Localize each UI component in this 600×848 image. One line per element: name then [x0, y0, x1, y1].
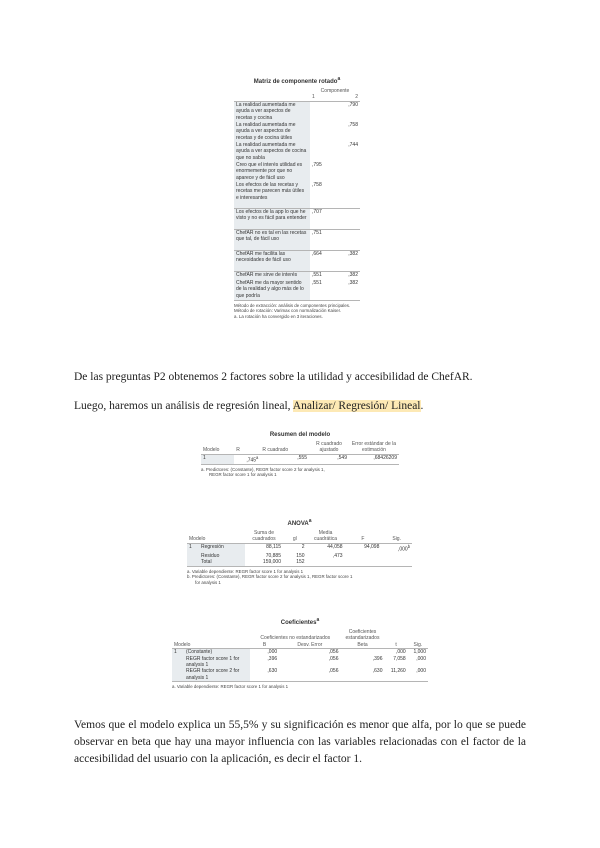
- coefficients-block: [172, 617, 428, 690]
- table-row: ChefAR me da mayor sentido de la realidad y algo más de lo que podría ,551 ,382: [236, 279, 358, 299]
- summary-notes: a. Predictores: (Constante), REGR factor score 2 for analysis 1, REGR factor score 1 for analysis 1: [201, 466, 325, 478]
- anova-table: Modelo Suma de cuadrados gl Media cuadrática F Sig. 1 Regresión 88,115 2 44,058 94,098 ,000$^b$ Residuo 70,885 150 ,473 Total 159,000 152: [189, 530, 410, 566]
- table-row: 1 Regresión 88,115 2 44,058 94,098 ,000$^b$: [189, 543, 410, 553]
- anova-title-sup: a: [308, 518, 312, 524]
- table-row: ChefAR me facilita las necesidades de fácil uso ,664 ,382: [234, 250, 360, 271]
- table-row: Residuo 70,885 150 ,473: [187, 553, 412, 559]
- table-row: La realidad aumentada me ayuda a ver aspectos de recetas y cocina ,790: [236, 101, 358, 121]
- paragraph-2-end: .: [420, 400, 424, 412]
- coef-notes: a. Variable dependiente: REGR factor score 1 for analysis 1: [172, 684, 289, 690]
- coef-title-sup: a: [316, 617, 320, 623]
- matrix-title-sup: a: [337, 76, 341, 82]
- paragraph-3: Vemos que el modelo explica un 55,5% y su significación es menor que alfa, por lo que se puede observar en beta que hay una mayor influencia con las variables relacionadas con el factor de la accesibilidad del usuario con la aplicación, es decir el factor 1.: [74, 719, 526, 765]
- anova-table-block: [187, 518, 412, 585]
- table-row: ChefAR no es tal en las recetas que tal, de fácil uso ,751: [234, 229, 360, 250]
- paragraph-1: De las preguntas P2 obtenemos 2 factores sobre la utilidad y accesibilidad de ChefAR.: [74, 371, 473, 383]
- matrix-table: [234, 88, 360, 301]
- matrix-title: [234, 76, 360, 85]
- coef-title-text: Coeficientes: [280, 620, 317, 626]
- table-row: REGR factor score 2 for analysis 1 ,630 ,056 ,630 11,260 ,000: [172, 668, 428, 681]
- anova-notes: a. Variable dependiente: REGR factor score 1 for analysis 1 b. Predictores: (Constante), REGR factor score 2 for analysis 1, REGR factor score 1 for analysis 1: [187, 568, 353, 585]
- col-header-2: 2: [355, 94, 358, 101]
- coef-title: [172, 617, 428, 626]
- col-header-1: 1: [312, 94, 315, 101]
- anova-title-text: ANOVA: [287, 521, 309, 527]
- coef-table: Coeficientes no estandarizados Coeficientes estandarizados Modelo B Desv. Error Beta t Sig. 1 (Constante) ,000 ,056 ,000 1,000 REGR factor score 1 for analysis 1 ,396 ,056 ,396 7,058 ,000 REGR factor score 2 for analysis 1 ,630 ,056 ,630 11,260 ,000: [174, 629, 426, 681]
- table-row: Los efectos de la app lo que he visto y no es fácil para entender ,707: [234, 208, 360, 229]
- table-row: Total 159,000 152: [187, 559, 412, 566]
- paragraph-2-text: Luego, haremos un análisis de regresión lineal,: [74, 400, 293, 412]
- paragraph-2: [74, 398, 534, 415]
- table-row: 1 ,745$^a$ ,555 ,549 ,68426209: [203, 454, 397, 464]
- summary-table: Modelo R R cuadrado R cuadrado ajustado Error estándar de la estimación 1 ,745$^a$ ,555 ,549 ,68426209: [203, 441, 397, 464]
- table-row: ChefAR me sirve de interés ,551 ,382: [236, 271, 358, 278]
- componente-label: Componente: [320, 88, 350, 94]
- table-row: La realidad aumentada me ayuda a ver aspectos de cocina que no sabía ,744: [236, 141, 358, 161]
- matrix-title-text: Matriz de componente rotado: [253, 79, 338, 85]
- table-row: 1 (Constante) ,000 ,056 ,000 1,000: [174, 649, 426, 656]
- table-row: La realidad aumentada me ayuda a ver aspectos de recetas y de cocina útiles ,758: [236, 121, 358, 141]
- table-row: Los efectos de las recetas y recetas me parecen más útiles e interesantes ,758: [234, 182, 360, 209]
- anova-title: [187, 518, 412, 527]
- matrix-notes: Método de extracción: análisis de componentes principales. Método de rotación: Varimax con normalización Kaiser. a. La rotación ha convergido en 3 iteraciones.: [234, 302, 351, 319]
- model-summary: [201, 432, 399, 478]
- table-row: REGR factor score 1 for analysis 1 ,396 ,056 ,396 7,058 ,000: [172, 656, 428, 669]
- rotated-component-matrix: [234, 76, 360, 320]
- table-row: Creo que el interés utilidad es enormemente por que no aparece y de fácil uso ,795: [236, 161, 322, 181]
- menu-path-highlight: Analizar/ Regresión/ Lineal: [292, 400, 421, 412]
- summary-title: Resumen del modelo: [269, 432, 331, 438]
